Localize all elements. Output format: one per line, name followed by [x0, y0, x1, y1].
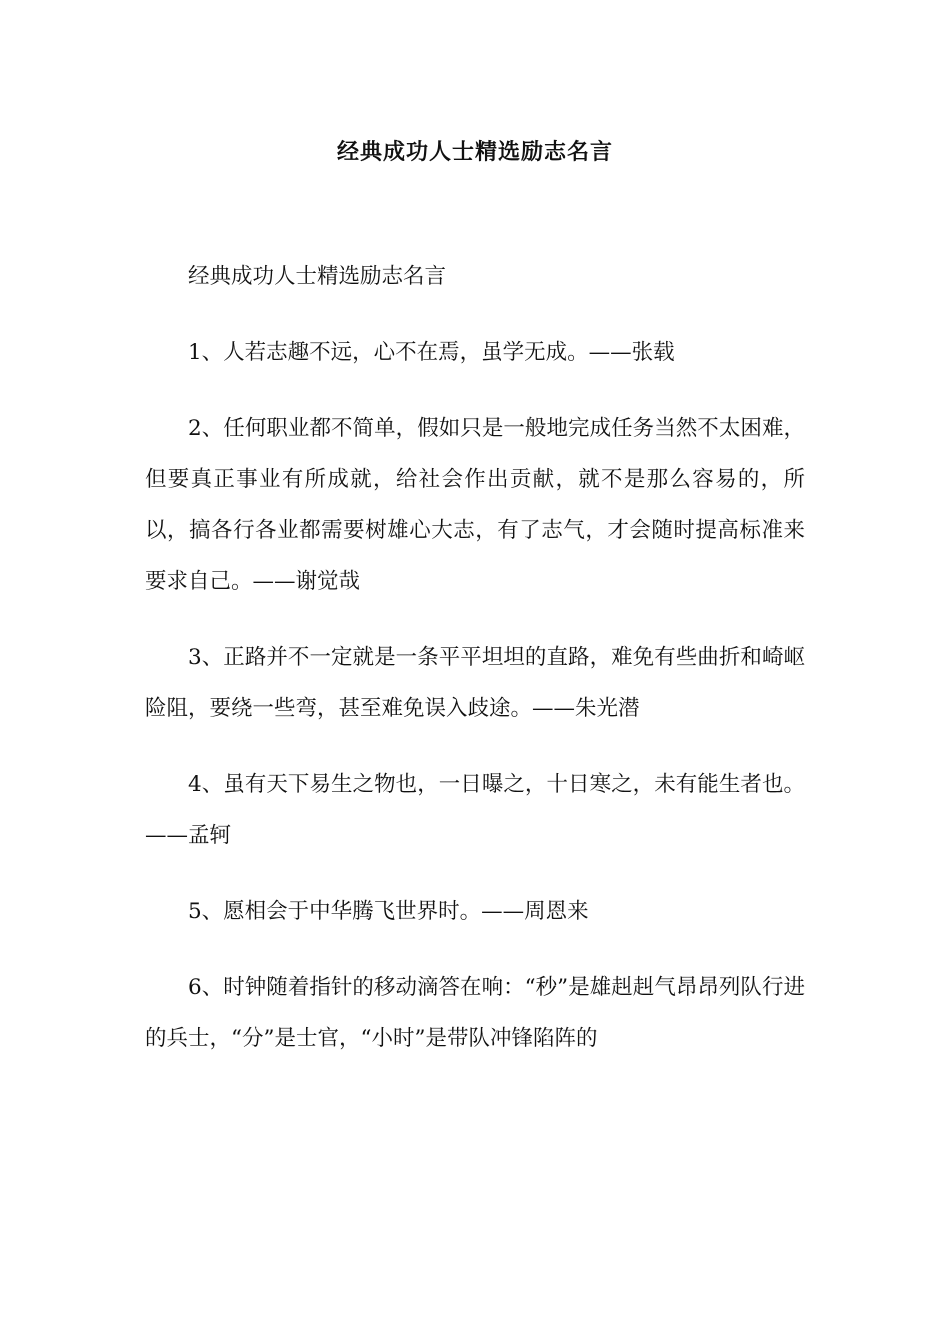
quote-paragraph-4: 4、虽有天下易生之物也，一日曝之，十日寒之，未有能生者也。——孟轲 — [145, 772, 805, 848]
quote-paragraph-6: 6、时钟随着指针的移动滴答在响：“秒”是雄赳赳气昂昂列队行进的兵士，“分”是士官，“小时”是带队冲锋陷阵的 — [145, 975, 805, 1051]
document-body — [145, 251, 805, 1089]
document-title: 经典成功人士精选励志名言 — [336, 139, 613, 165]
quote-paragraph-2: 2、任何职业都不简单，假如只是一般地完成任务当然不太困难，但要真正事业有所成就，给社会作出贡献，就不是那么容易的，所以，搞各行各业都需要树雄心大志，有了志气，才会随时提高标准来要求自己。——谢觉哉 — [145, 416, 805, 594]
quote-paragraph-5: 5、愿相会于中华腾飞世界时。——周恩来 — [188, 899, 589, 924]
quote-paragraph-1: 1、人若志趣不远，心不在焉，虽学无成。——张载 — [188, 340, 675, 365]
intro-paragraph: 经典成功人士精选励志名言 — [188, 264, 447, 289]
quote-paragraph-3: 3、正路并不一定就是一条平平坦坦的直路，难免有些曲折和崎岖险阻，要绕一些弯，甚至难免误入歧途。——朱光潜 — [145, 645, 805, 721]
